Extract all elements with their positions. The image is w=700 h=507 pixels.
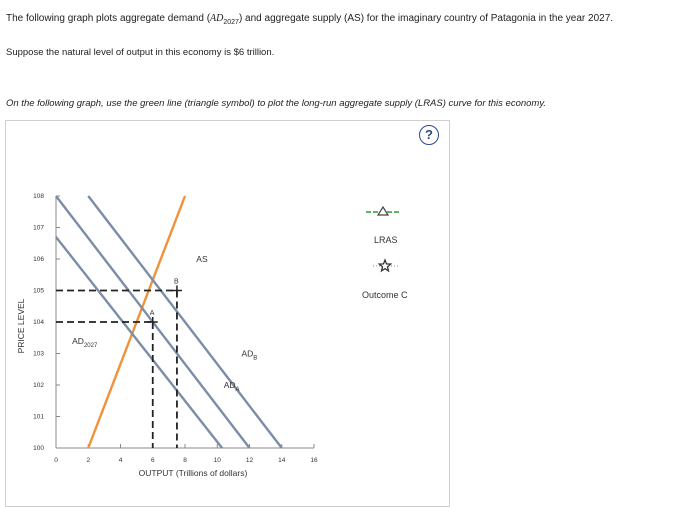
curve-label-ada: $AD_A$ bbox=[223, 380, 240, 394]
triangle-icon bbox=[378, 207, 388, 215]
y-tick-label-106: 106 bbox=[33, 256, 44, 263]
x-tick-label-10: 10 bbox=[213, 457, 221, 464]
x-axis-title: OUTPUT (Trillions of dollars) bbox=[138, 468, 248, 478]
y-tick-label-105: 105 bbox=[33, 287, 44, 295]
x-tick-label-6: 6 bbox=[150, 457, 155, 464]
curve-label-as: AS bbox=[196, 254, 208, 265]
y-axis-title: PRICE LEVEL bbox=[16, 298, 26, 354]
x-tick-label-4: 4 bbox=[118, 457, 123, 464]
point-label-B: B bbox=[173, 278, 179, 286]
curve-label-ad2027: $AD_{2027}$ bbox=[72, 336, 98, 350]
question-natural-output: Suppose the natural level of output in this economy is $6 trillion. bbox=[6, 47, 275, 58]
x-tick-label-14: 14 bbox=[278, 457, 286, 464]
x-tick-label-2: 2 bbox=[86, 457, 91, 464]
x-tick-label-12: 12 bbox=[245, 457, 254, 464]
star-icon bbox=[379, 260, 390, 271]
x-tick-label-16: 16 bbox=[310, 457, 318, 464]
curve-label-adb: $AD_B$ bbox=[241, 348, 258, 362]
outcome-c-legend-label: Outcome C bbox=[362, 290, 408, 300]
y-tick-label-108: 108 bbox=[33, 193, 44, 200]
point-label-A: A bbox=[149, 310, 155, 317]
question-instruction: On the following graph, use the green line (triangle symbol) to plot the long-run aggregate supply (LRAS) curve for this economy. bbox=[6, 98, 547, 109]
y-tick-label-107: 107 bbox=[33, 224, 44, 232]
y-tick-label-102: 102 bbox=[33, 382, 44, 389]
question-intro: The following graph plots aggregate demand $(AD_{2027})$ and aggregate supply (AS) for the imaginary country of Patagonia in the year 2027. bbox=[6, 13, 614, 26]
x-tick-label-8: 8 bbox=[183, 457, 187, 464]
x-tick-label-0: 0 bbox=[54, 457, 58, 464]
question-mark-icon[interactable]: ? bbox=[419, 125, 439, 145]
y-tick-label-103: 103 bbox=[33, 350, 44, 358]
y-tick-label-101: 101 bbox=[33, 413, 44, 421]
y-tick-label-100: 100 bbox=[33, 445, 44, 452]
y-tick-label-104: 104 bbox=[33, 319, 44, 326]
lras-legend-label: LRAS bbox=[374, 235, 398, 245]
